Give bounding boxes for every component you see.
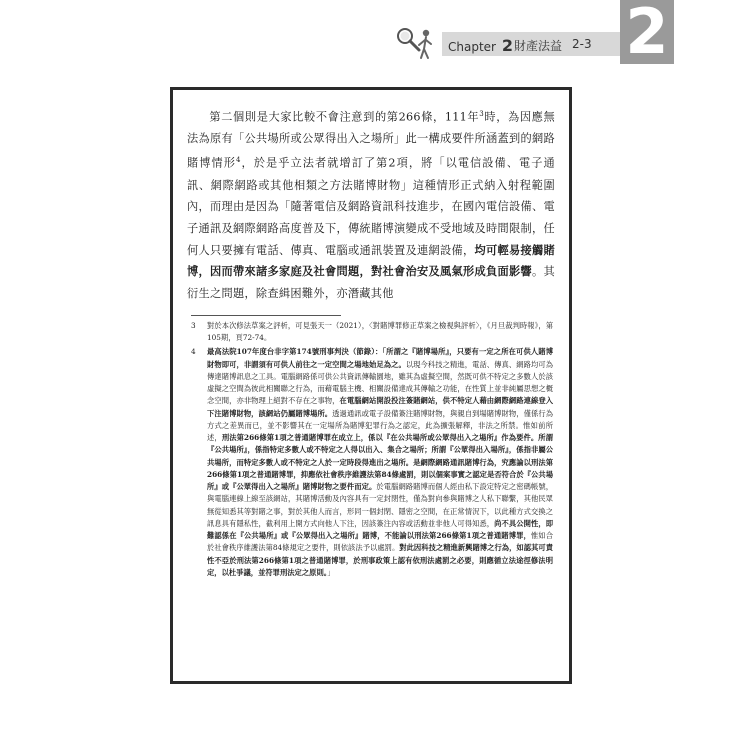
text-run: 於電腦網路賭博而個人經由私下設定特定之密碼帳號，與電腦連線上線至該網站，其賭博活動及內容具有一定封閉性，僅為對向參與賭博之人私下聯繫，其他民眾無從知悉其等對賭之事，對於其他人而言，形同一個封閉、隱密之空間，在正常情況下，以此種方式交換之訊息具有隱私性，截利用上開方式向他人下注，因該簽注內容或活動並非他人可得知悉， — [207, 482, 554, 528]
chapter-title: 財產法益 — [514, 39, 563, 53]
footnote-number: 4 — [191, 347, 196, 357]
text-run: ，於是乎立法者就增訂了第2項，將「以電信設備、電子通訊、網際網路或其他相類之方法賭博財物」這種情形正式納入射程範圍內，而理由是因為「隨著電信及網路資訊科技進步，在國內電信設備、電子通訊及網際網路高度普及下，傳統賭博演變成不受地域及時間限制，任何人只要擁有電話、傳真、電腦或通訊裝置及連網設備， — [187, 156, 556, 257]
text-run: 」 — [327, 567, 335, 577]
text-run: 。其衍生之問題，除查緝困難外，亦潛藏其他 — [187, 265, 555, 301]
footnote-text: 對於本次修法草案之評析，可見張天一（2021），〈對賭博罪修正草案之檢視與評析〉，《月旦裁判時報》，第105期，頁72-74。 — [207, 320, 553, 343]
page-number: 2-3 — [572, 37, 592, 51]
text-run: 時，為因應無法為原有「公共場所或公眾得出入之場所」此一構成要件所涵蓋到的網路賭博情形 — [187, 110, 555, 170]
text-run: 第二個則是大家比較不會注意到的第266條，111年 — [209, 110, 480, 124]
chapter-word: Chapter — [448, 40, 496, 54]
magnifier-figure-icon — [393, 25, 435, 65]
chapter-label — [448, 36, 513, 55]
footnote-number: 3 — [191, 320, 196, 330]
bold-text-run: 均可輕易接觸賭博，因而帶來諸多家庭及社會問題，對社會治安及風氣形成負面影響 — [187, 242, 555, 279]
text-run: 以現今科技之精進，電話、傳真、網路均可為傳達賭博訊息之工具。電腦網路係可供公共資訊傳輸園地，雖其為虛擬空間，然既可供不特定之多數人於該虛擬之空間為彼此相關聯之行為，而藉電腦主機、相關設備達成其傳輸之功能，在性質上並非純屬思想之概念空間，亦非物理上絕對不存在之事物， — [207, 359, 554, 406]
footnote-3 — [187, 320, 555, 345]
footnote-ref-4: 4 — [235, 156, 241, 165]
body-text — [187, 104, 555, 305]
footnote-4 — [187, 346, 555, 579]
chapter-tab-number: 2 — [620, 0, 674, 64]
footnote-divider — [191, 315, 341, 316]
bold-text-run: 在電腦網站開設投注簽賭網站，供不特定人藉由網際網路連線登入下注賭博財物，該網站仍屬賭博場所。 — [207, 396, 554, 418]
paragraph — [187, 104, 555, 305]
bold-text-run: 最高法院107年度台非字第174號刑事判決（節錄）：「所謂之『賭博場所』，只要有一定之所在可供人賭博財物即可，非謂須有可供人前往之一定空間之場地始足為之。 — [207, 347, 553, 369]
text-run: 惟如合於社會秩序維護法第84條規定之要件，則依該法予以處罰。 — [207, 531, 554, 553]
text-run: 透過通訊或電子設備簽注賭博財物，與親自到場賭博財物，僅係行為方式之差異而已，並不影響其在一定場所為賭博犯罪行為之認定，此為擴張解釋，非法之所禁。惟如前所述， — [207, 408, 553, 443]
bold-text-run: 對此因科技之精進新興賭博之行為，如認其可責性不亞於刑法第266條第1項之普通賭博罪，於刑事政策上認有依刑法處罰之必要，則應循立法途徑修法明定，以杜爭議，並符罪刑法定之原則。 — [207, 543, 553, 577]
content-frame — [170, 87, 572, 684]
bold-text-run: 尚不具公開性，即難認係在『公共場所』或『公眾得出入之場所』賭博，不能論以刑法第266條第1項之普通賭博罪， — [207, 518, 554, 541]
footnote-text — [207, 346, 555, 579]
footnote-ref-3: 3 — [479, 110, 485, 118]
bold-text-run: 刑法第266條第1項之普通賭博罪在成立上，係以『在公共場所或公眾得出入之場所』作為要件。所謂『公共場所』，係指特定多數人或不特定之人得以出入、集合之場所；所謂『公眾得出入場所』，係指非屬公共場所，而特定多數人或不特定之人於一定時段得進出之場所。是網際網路通訊賭博行為，究應論以刑法第266條第1項之普通賭博罪，抑應依社會秩序維護法第84條處罰，則以個案事實之認定是否符合於『公共場所』或『公眾得出入之場所』賭博財物之要件而定。 — [207, 433, 554, 492]
chapter-number: 2 — [501, 36, 513, 55]
